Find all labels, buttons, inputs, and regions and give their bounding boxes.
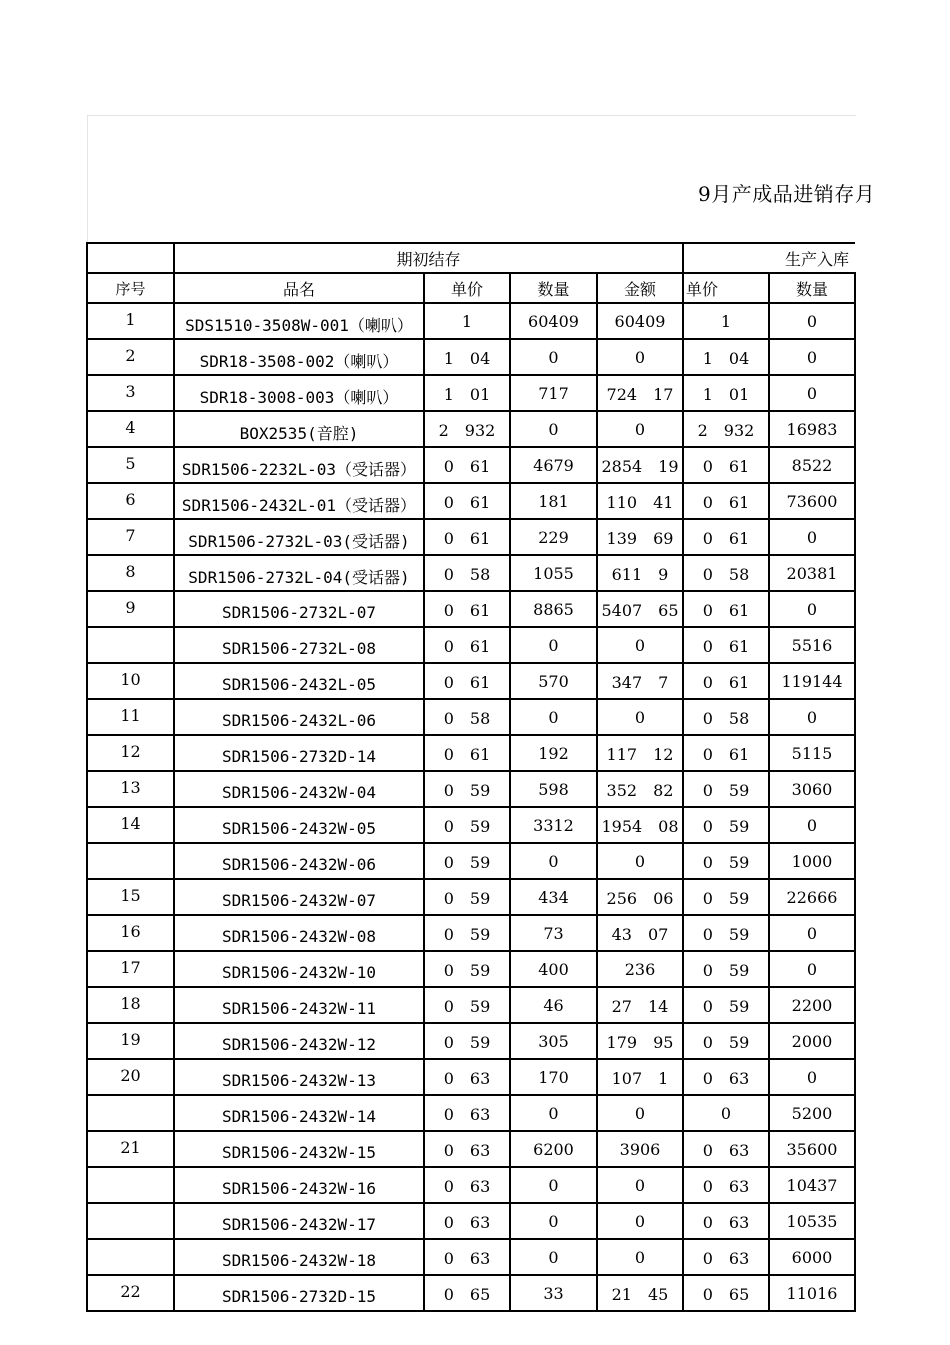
product-name-cell: SDR1506-2432L-01（受话器） — [174, 483, 424, 519]
production-price-cell: 0 — [683, 1095, 769, 1131]
production-price-cell: 0 61 — [683, 627, 769, 663]
amount-cell: 0 — [597, 1167, 683, 1203]
col-amount-header: 金额 — [597, 273, 683, 303]
product-name-cell: SDR1506-2432W-15 — [174, 1131, 424, 1167]
quantity-cell: 0 — [510, 1203, 597, 1239]
unit-price-cell: 0 59 — [424, 771, 510, 807]
seq-cell: 12 — [87, 735, 174, 771]
unit-price-cell: 0 59 — [424, 879, 510, 915]
table-row — [87, 627, 855, 663]
amount-cell: 347 7 — [597, 663, 683, 699]
product-name-cell: SDR1506-2432W-13 — [174, 1059, 424, 1095]
production-price-cell: 0 59 — [683, 987, 769, 1023]
quantity-cell: 0 — [510, 843, 597, 879]
col-price2-header: 单价 — [683, 273, 769, 303]
unit-price-cell: 0 59 — [424, 987, 510, 1023]
table-row — [87, 1167, 855, 1203]
seq-cell: 20 — [87, 1059, 174, 1095]
production-quantity-cell: 20381 — [769, 555, 855, 591]
seq-cell: 6 — [87, 483, 174, 519]
production-quantity-cell: 5516 — [769, 627, 855, 663]
production-quantity-cell: 0 — [769, 915, 855, 951]
production-price-cell: 0 63 — [683, 1203, 769, 1239]
seq-cell: 16 — [87, 915, 174, 951]
opening-balance-header: 期初结存 — [174, 243, 683, 273]
quantity-cell: 33 — [510, 1275, 597, 1311]
table-row — [87, 1131, 855, 1167]
production-quantity-cell: 11016 — [769, 1275, 855, 1311]
product-name-cell: SDR1506-2732L-04(受话器) — [174, 555, 424, 591]
quantity-cell: 73 — [510, 915, 597, 951]
unit-price-cell: 1 01 — [424, 375, 510, 411]
unit-price-cell: 0 59 — [424, 915, 510, 951]
quantity-cell: 1055 — [510, 555, 597, 591]
table-row — [87, 1059, 855, 1095]
production-quantity-cell: 35600 — [769, 1131, 855, 1167]
production-quantity-cell: 0 — [769, 375, 855, 411]
unit-price-cell: 0 61 — [424, 591, 510, 627]
amount-cell: 107 1 — [597, 1059, 683, 1095]
quantity-cell: 6200 — [510, 1131, 597, 1167]
product-name-cell: SDR1506-2732L-08 — [174, 627, 424, 663]
seq-cell: 8 — [87, 555, 174, 591]
product-name-cell: SDR1506-2232L-03（受话器） — [174, 447, 424, 483]
amount-cell: 110 41 — [597, 483, 683, 519]
unit-price-cell: 0 63 — [424, 1059, 510, 1095]
seq-cell: 1 — [87, 303, 174, 339]
seq-cell: 3 — [87, 375, 174, 411]
table-row — [87, 483, 855, 519]
production-quantity-cell: 0 — [769, 1059, 855, 1095]
quantity-cell: 0 — [510, 1167, 597, 1203]
product-name-cell: SDR1506-2432W-05 — [174, 807, 424, 843]
seq-cell — [87, 1203, 174, 1239]
amount-cell: 43 07 — [597, 915, 683, 951]
table-row — [87, 303, 855, 339]
table-row — [87, 375, 855, 411]
production-price-cell: 0 61 — [683, 663, 769, 699]
col-seq-header: 序号 — [87, 273, 174, 303]
amount-cell: 21 45 — [597, 1275, 683, 1311]
product-name-cell: SDR1506-2432W-11 — [174, 987, 424, 1023]
quantity-cell: 0 — [510, 339, 597, 375]
production-quantity-cell: 10535 — [769, 1203, 855, 1239]
quantity-cell: 170 — [510, 1059, 597, 1095]
report-title: 9月产成品进销存月 — [698, 182, 876, 206]
product-name-cell: SDR1506-2732L-07 — [174, 591, 424, 627]
production-quantity-cell: 0 — [769, 519, 855, 555]
production-price-cell: 0 59 — [683, 843, 769, 879]
production-receipt-header: 生产入库 — [683, 243, 855, 273]
seq-cell: 17 — [87, 951, 174, 987]
amount-cell: 0 — [597, 699, 683, 735]
table-row — [87, 987, 855, 1023]
amount-cell: 0 — [597, 339, 683, 375]
production-price-cell: 0 63 — [683, 1239, 769, 1275]
production-quantity-cell: 5115 — [769, 735, 855, 771]
col-qty2-header: 数量 — [769, 273, 855, 303]
unit-price-cell: 1 — [424, 303, 510, 339]
production-price-cell: 1 01 — [683, 375, 769, 411]
quantity-cell: 598 — [510, 771, 597, 807]
amount-cell: 5407 65 — [597, 591, 683, 627]
product-name-cell: SDR1506-2432L-06 — [174, 699, 424, 735]
production-quantity-cell: 5200 — [769, 1095, 855, 1131]
unit-price-cell: 2 932 — [424, 411, 510, 447]
table-row — [87, 1275, 855, 1311]
production-quantity-cell: 8522 — [769, 447, 855, 483]
production-quantity-cell: 0 — [769, 339, 855, 375]
seq-cell — [87, 1167, 174, 1203]
production-price-cell: 0 63 — [683, 1131, 769, 1167]
amount-cell: 0 — [597, 1239, 683, 1275]
unit-price-cell: 0 63 — [424, 1095, 510, 1131]
quantity-cell: 0 — [510, 1239, 597, 1275]
product-name-cell: SDR1506-2432W-12 — [174, 1023, 424, 1059]
product-name-cell: SDS1510-3508W-001（喇叭） — [174, 303, 424, 339]
production-price-cell: 0 59 — [683, 915, 769, 951]
unit-price-cell: 0 63 — [424, 1167, 510, 1203]
quantity-cell: 0 — [510, 411, 597, 447]
production-quantity-cell: 0 — [769, 951, 855, 987]
production-quantity-cell: 0 — [769, 807, 855, 843]
amount-cell: 179 95 — [597, 1023, 683, 1059]
blank-header-cell — [87, 243, 174, 273]
table-row — [87, 771, 855, 807]
table-row — [87, 699, 855, 735]
group-header-row — [87, 243, 855, 273]
production-price-cell: 1 04 — [683, 339, 769, 375]
table-row — [87, 411, 855, 447]
product-name-cell: SDR1506-2432W-10 — [174, 951, 424, 987]
unit-price-cell: 0 58 — [424, 555, 510, 591]
unit-price-cell: 0 63 — [424, 1131, 510, 1167]
seq-cell: 9 — [87, 591, 174, 627]
product-name-cell: SDR1506-2432W-17 — [174, 1203, 424, 1239]
table-row — [87, 555, 855, 591]
unit-price-cell: 0 61 — [424, 627, 510, 663]
production-price-cell: 0 59 — [683, 807, 769, 843]
table-row — [87, 843, 855, 879]
product-name-cell: SDR1506-2732L-03(受话器) — [174, 519, 424, 555]
inventory-table — [86, 242, 856, 1312]
production-price-cell: 0 63 — [683, 1167, 769, 1203]
seq-cell: 22 — [87, 1275, 174, 1311]
product-name-cell: SDR1506-2432W-08 — [174, 915, 424, 951]
amount-cell: 352 82 — [597, 771, 683, 807]
quantity-cell: 192 — [510, 735, 597, 771]
col-price-header: 单价 — [424, 273, 510, 303]
seq-cell: 15 — [87, 879, 174, 915]
production-quantity-cell: 0 — [769, 303, 855, 339]
unit-price-cell: 0 61 — [424, 519, 510, 555]
table-row — [87, 339, 855, 375]
product-name-cell: SDR1506-2432W-04 — [174, 771, 424, 807]
product-name-cell: SDR18-3008-003（喇叭） — [174, 375, 424, 411]
production-price-cell: 0 58 — [683, 555, 769, 591]
seq-cell — [87, 627, 174, 663]
seq-cell: 18 — [87, 987, 174, 1023]
table-row — [87, 951, 855, 987]
amount-cell: 1954 08 — [597, 807, 683, 843]
seq-cell: 2 — [87, 339, 174, 375]
quantity-cell: 229 — [510, 519, 597, 555]
table-row — [87, 663, 855, 699]
table-row — [87, 1239, 855, 1275]
seq-cell: 21 — [87, 1131, 174, 1167]
seq-cell: 19 — [87, 1023, 174, 1059]
production-price-cell: 0 59 — [683, 771, 769, 807]
production-quantity-cell: 2200 — [769, 987, 855, 1023]
seq-cell: 7 — [87, 519, 174, 555]
unit-price-cell: 0 61 — [424, 663, 510, 699]
col-qty-header: 数量 — [510, 273, 597, 303]
production-price-cell: 0 59 — [683, 951, 769, 987]
unit-price-cell: 0 61 — [424, 735, 510, 771]
col-name-header: 品名 — [174, 273, 424, 303]
amount-cell: 117 12 — [597, 735, 683, 771]
amount-cell: 60409 — [597, 303, 683, 339]
production-price-cell: 0 61 — [683, 735, 769, 771]
amount-cell: 0 — [597, 1203, 683, 1239]
quantity-cell: 60409 — [510, 303, 597, 339]
product-name-cell: SDR1506-2432W-16 — [174, 1167, 424, 1203]
seq-cell: 4 — [87, 411, 174, 447]
seq-cell — [87, 843, 174, 879]
quantity-cell: 717 — [510, 375, 597, 411]
amount-cell: 236 — [597, 951, 683, 987]
column-header-row — [87, 273, 855, 303]
amount-cell: 2854 19 — [597, 447, 683, 483]
amount-cell: 139 69 — [597, 519, 683, 555]
quantity-cell: 570 — [510, 663, 597, 699]
production-quantity-cell: 6000 — [769, 1239, 855, 1275]
production-price-cell: 0 59 — [683, 879, 769, 915]
production-price-cell: 0 61 — [683, 483, 769, 519]
table-row — [87, 519, 855, 555]
production-quantity-cell: 2000 — [769, 1023, 855, 1059]
unit-price-cell: 0 59 — [424, 951, 510, 987]
production-price-cell: 0 58 — [683, 699, 769, 735]
production-price-cell: 0 63 — [683, 1059, 769, 1095]
seq-cell: 11 — [87, 699, 174, 735]
quantity-cell: 0 — [510, 699, 597, 735]
product-name-cell: SDR1506-2432W-14 — [174, 1095, 424, 1131]
table-row — [87, 1023, 855, 1059]
unit-price-cell: 0 63 — [424, 1239, 510, 1275]
unit-price-cell: 0 59 — [424, 843, 510, 879]
table-row — [87, 1203, 855, 1239]
production-quantity-cell: 0 — [769, 699, 855, 735]
quantity-cell: 4679 — [510, 447, 597, 483]
quantity-cell: 8865 — [510, 591, 597, 627]
table-row — [87, 915, 855, 951]
product-name-cell: SDR18-3508-002（喇叭） — [174, 339, 424, 375]
production-price-cell: 0 65 — [683, 1275, 769, 1311]
production-quantity-cell: 0 — [769, 591, 855, 627]
table-row — [87, 1095, 855, 1131]
unit-price-cell: 0 59 — [424, 807, 510, 843]
quantity-cell: 46 — [510, 987, 597, 1023]
unit-price-cell: 1 04 — [424, 339, 510, 375]
amount-cell: 0 — [597, 843, 683, 879]
amount-cell: 256 06 — [597, 879, 683, 915]
product-name-cell: SDR1506-2432L-05 — [174, 663, 424, 699]
production-quantity-cell: 3060 — [769, 771, 855, 807]
production-price-cell: 0 61 — [683, 447, 769, 483]
production-quantity-cell: 119144 — [769, 663, 855, 699]
seq-cell: 14 — [87, 807, 174, 843]
unit-price-cell: 0 58 — [424, 699, 510, 735]
amount-cell: 0 — [597, 411, 683, 447]
table-row — [87, 735, 855, 771]
production-quantity-cell: 73600 — [769, 483, 855, 519]
product-name-cell: SDR1506-2432W-07 — [174, 879, 424, 915]
unit-price-cell: 0 59 — [424, 1023, 510, 1059]
table-row — [87, 807, 855, 843]
product-name-cell: BOX2535(音腔) — [174, 411, 424, 447]
seq-cell: 5 — [87, 447, 174, 483]
seq-cell — [87, 1239, 174, 1275]
quantity-cell: 434 — [510, 879, 597, 915]
quantity-cell: 0 — [510, 1095, 597, 1131]
amount-cell: 0 — [597, 627, 683, 663]
amount-cell: 0 — [597, 1095, 683, 1131]
table-row — [87, 879, 855, 915]
unit-price-cell: 0 61 — [424, 483, 510, 519]
production-price-cell: 1 — [683, 303, 769, 339]
production-price-cell: 0 61 — [683, 591, 769, 627]
production-price-cell: 2 932 — [683, 411, 769, 447]
quantity-cell: 0 — [510, 627, 597, 663]
product-name-cell: SDR1506-2732D-15 — [174, 1275, 424, 1311]
production-quantity-cell: 1000 — [769, 843, 855, 879]
product-name-cell: SDR1506-2732D-14 — [174, 735, 424, 771]
unit-price-cell: 0 65 — [424, 1275, 510, 1311]
quantity-cell: 305 — [510, 1023, 597, 1059]
unit-price-cell: 0 63 — [424, 1203, 510, 1239]
production-price-cell: 0 61 — [683, 519, 769, 555]
seq-cell — [87, 1095, 174, 1131]
product-name-cell: SDR1506-2432W-18 — [174, 1239, 424, 1275]
amount-cell: 3906 — [597, 1131, 683, 1167]
seq-cell: 10 — [87, 663, 174, 699]
unit-price-cell: 0 61 — [424, 447, 510, 483]
production-quantity-cell: 10437 — [769, 1167, 855, 1203]
amount-cell: 611 9 — [597, 555, 683, 591]
quantity-cell: 181 — [510, 483, 597, 519]
quantity-cell: 3312 — [510, 807, 597, 843]
seq-cell: 13 — [87, 771, 174, 807]
product-name-cell: SDR1506-2432W-06 — [174, 843, 424, 879]
table-row — [87, 447, 855, 483]
amount-cell: 27 14 — [597, 987, 683, 1023]
production-quantity-cell: 22666 — [769, 879, 855, 915]
amount-cell: 724 17 — [597, 375, 683, 411]
production-price-cell: 0 59 — [683, 1023, 769, 1059]
quantity-cell: 400 — [510, 951, 597, 987]
table-row — [87, 591, 855, 627]
production-quantity-cell: 16983 — [769, 411, 855, 447]
